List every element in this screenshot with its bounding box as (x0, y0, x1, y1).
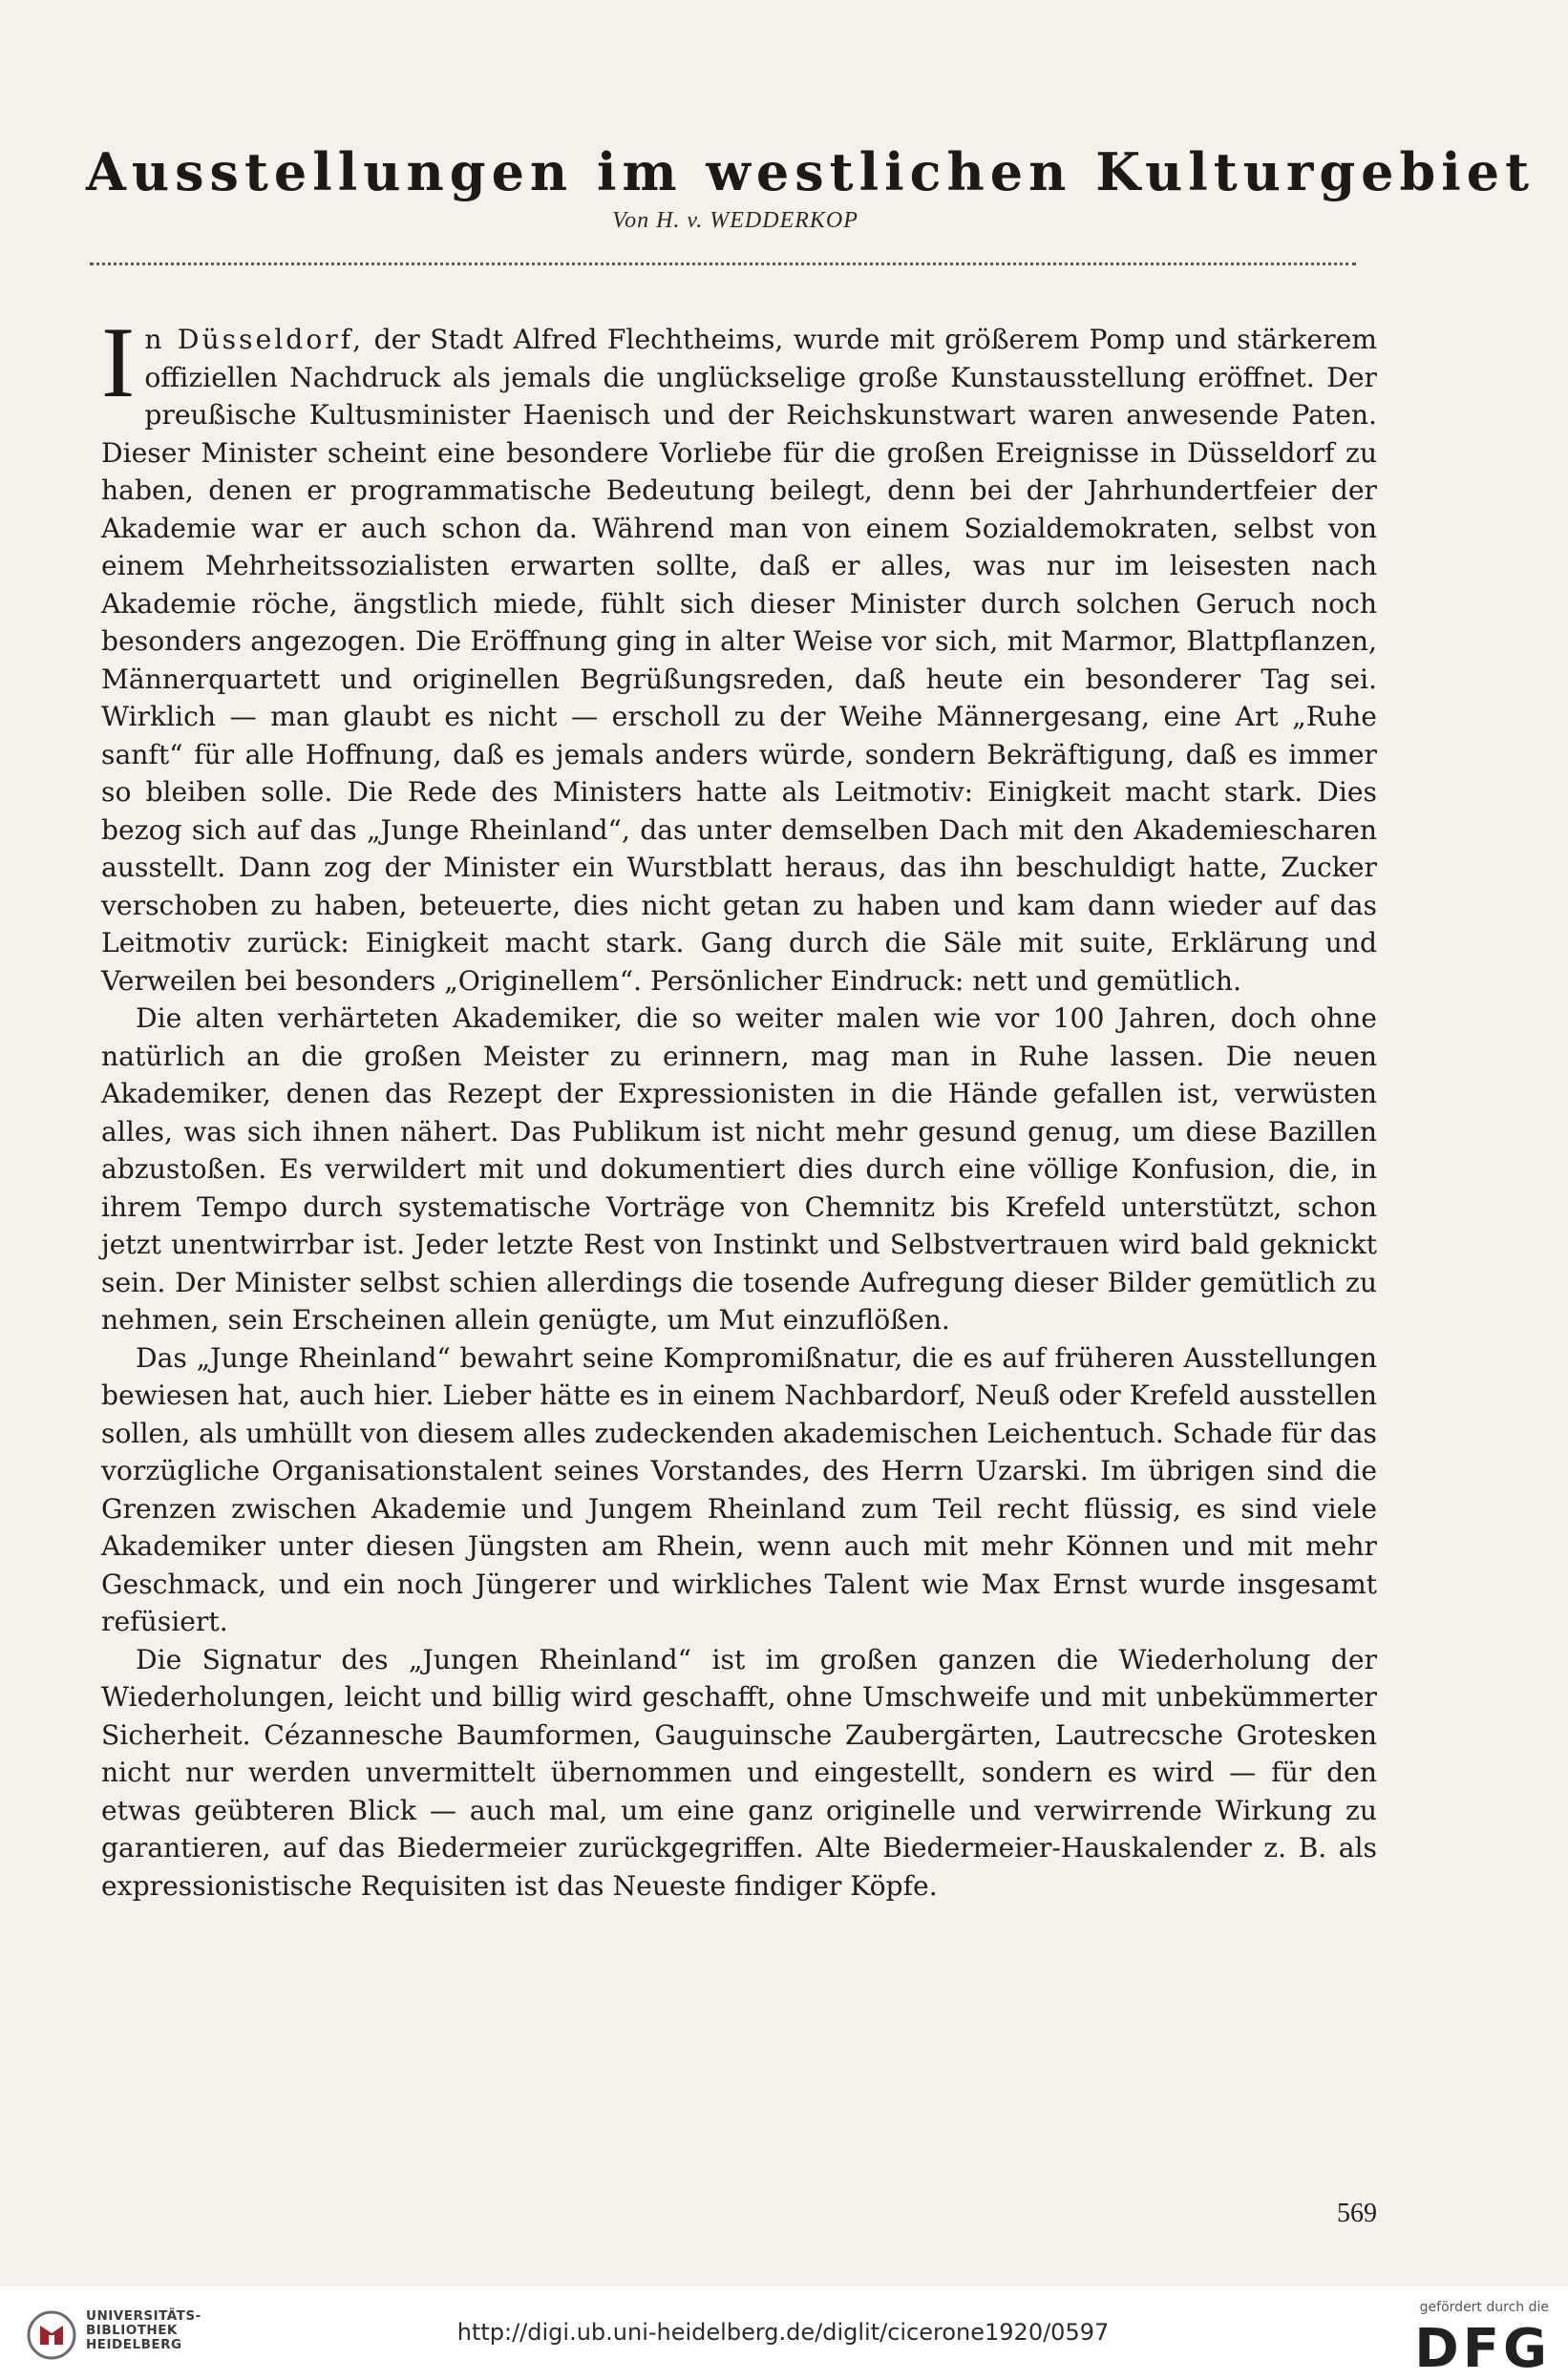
dfg-logo: DFG (1414, 2318, 1551, 2380)
library-line: BIBLIOTHEK (86, 2323, 178, 2338)
library-line: HEIDELBERG (86, 2337, 182, 2352)
article-body (101, 306, 1377, 1905)
digitization-footer (0, 2286, 1568, 2380)
university-library-name (86, 2309, 201, 2352)
paragraph-3: Das „Junge Rheinland“ bewahrt seine Kompromißnatur, die es auf früheren Ausstellungen bewiesen hat, auch hier. Lieber hätte es in einem Nachbardorf, Neuß oder Krefeld ausstellen sollen, als umhüllt von diesem alles zudeckenden akademischen Leichentuch. Schade für das vorzügliche Organisationstalent seines Vorstandes, des Herrn Uzarski. Im übrigen sind die Grenzen zwischen Akademie und Jungem Rheinland zum Teil recht flüssig, es sind viele Akademiker unter diesen Jüngsten am Rhein, wenn auch mit mehr Können und mit mehr Geschmack, und ein noch Jüngerer und wirkliches Talent wie Max Ernst wurde insgesamt refüsiert. (101, 1341, 1377, 1637)
article-byline: Von H. v. WEDDERKOP (612, 208, 858, 233)
page-number: 569 (1337, 2199, 1377, 2228)
funding-caption: gefördert durch die (1419, 2300, 1549, 2315)
source-url-link[interactable]: http://digi.ub.uni-heidelberg.de/diglit/cicerone1920/0597 (456, 2319, 1110, 2346)
paragraph-2: Die alten verhärteten Akademiker, die so weiter malen wie vor 100 Jahren, doch ohne natürlich an die großen Meister zu erinnern, mag man in Ruhe lassen. Die neuen Akademiker, denen das Rezept der Expressionisten in die Hände gefallen ist, verwüsten alles, was sich ihnen nähert. Das Publikum ist nicht mehr gesund genug, um diese Bazillen abzustoßen. Es verwildert mit und dokumentiert dies durch eine völlige Konfusion, die, in ihrem Tempo durch systematische Vorträge von Chemnitz bis Krefeld unterstützt, schon jetzt unentwirrbar ist. Jeder letzte Rest von Instinkt und Selbstvertrauen wird bald geknickt sein. Der Minister selbst schien allerdings die tosende Aufregung dieser Bilder gemütlich zu nehmen, sein Erscheinen allein genügte, um Mut einzuflößen. (101, 1002, 1377, 1336)
first-words: n Düsseldorf, (144, 324, 365, 355)
university-library-logo-icon (27, 2310, 76, 2360)
paragraph-1 (101, 306, 1377, 1000)
drop-cap: I (101, 306, 136, 418)
library-line: UNIVERSITÄTS- (86, 2308, 201, 2324)
paragraph-4: Die Signatur des „Jungen Rheinland“ ist im großen ganzen die Wiederholung der Wiederholungen, leicht und billig wird geschafft, ohne Umschweife und mit unbekümmerter Sicherheit. Cézannesche Baumformen, Gauguinsche Zaubergärten, Lautrecsche Grotesken nicht nur werden unvermittelt übernommen und eingestellt, sondern es wird — für den etwas geübteren Blick — auch mal, um eine ganz originelle und verwirrende Wirkung zu garantieren, auf das Biedermeier zurückgegriffen. Alte Biedermeier-Hauskalender z. B. als expressionistische Requisiten ist das Neueste findiger Köpfe. (101, 1643, 1377, 1902)
dotted-divider (90, 263, 1356, 265)
paragraph-1-text: der Stadt Alfred Flechtheims, wurde mit größerem Pomp und stärkerem offiziellen Nachdruck als jemals die unglückselige große Kunstausstellung eröffnet. Der preußische Kultusminister Haenisch und der Reichskunstwart waren anwesende Paten. Dieser Minister scheint eine besondere Vorliebe für die großen Ereignisse in Düsseldorf zu haben, denen er programmatische Bedeutung beilegt, denn bei der Jahrhundertfeier der Akademie war er auch schon da. Während man von einem Sozialdemokraten, selbst von einem Mehrheitssozialisten erwarten sollte, daß er alles, was nur im leisesten nach Akademie röche, ängstlich miede, fühlt sich dieser Minister durch solchen Geruch noch besonders angezogen. Die Eröffnung ging in alter Weise vor sich, mit Marmor, Blattpflanzen, Männerquartett und originellen Begrüßungsreden, daß heute ein besonderer Tag sei. Wirklich — man glaubt es nicht — erscholl zu der Weihe Männergesang, eine Art „Ruhe sanft“ für alle Hoffnung, daß es jemals anders würde, sondern Bekräftigung, daß es immer so bleiben solle. Die Rede des Ministers hatte als Leitmotiv: Einigkeit macht stark. Dies bezog sich auf das „Junge Rheinland“, das unter demselben Dach mit den Akademiescharen ausstellt. Dann zog der Minister ein Wurstblatt heraus, das ihn beschuldigt hatte, Zucker verschoben zu haben, beteuerte, dies nicht getan zu haben und kam dann wieder auf das Leitmotiv zurück: Einigkeit macht stark. Gang durch die Säle mit suite, Erklärung und Verweilen bei besonders „Originellem“. Persönlicher Eindruck: nett und gemütlich. (101, 324, 1377, 997)
article-title: Ausstellungen im westlichen Kulturgebiet (86, 141, 1536, 202)
